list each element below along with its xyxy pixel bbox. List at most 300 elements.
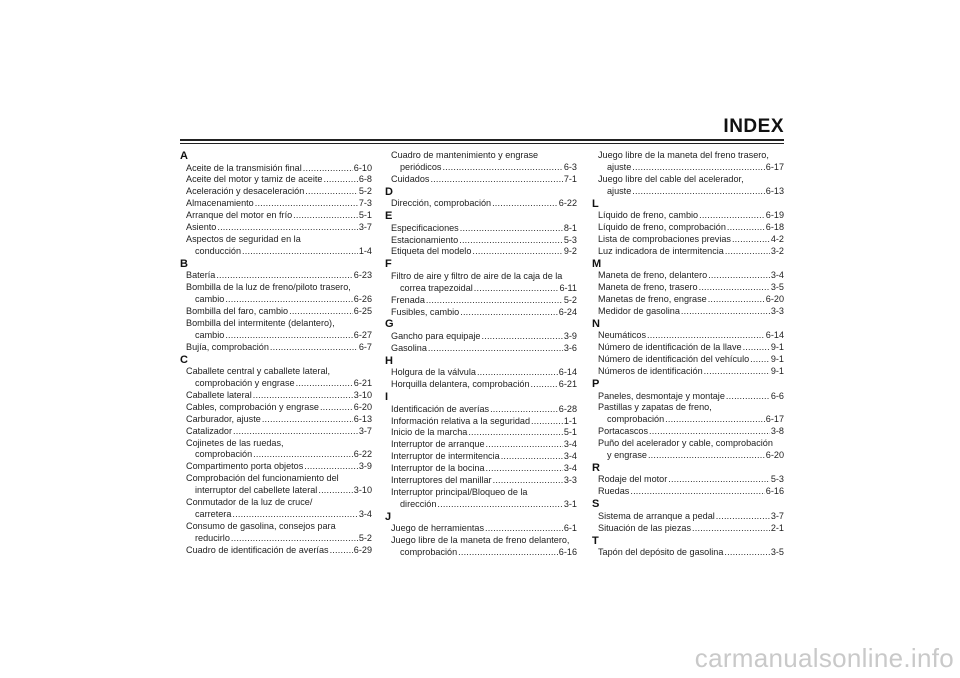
dot-leader — [649, 426, 770, 438]
index-entry[interactable] — [592, 474, 784, 486]
index-page-number: 1-1 — [563, 415, 577, 426]
index-entry[interactable] — [385, 367, 577, 379]
dot-leader — [501, 451, 563, 463]
index-entry-text: Filtro de aire y filtro de aire de la caja de la — [391, 270, 563, 281]
dot-leader — [486, 463, 563, 475]
dot-leader — [474, 283, 559, 295]
dot-leader — [648, 450, 765, 462]
index-entry-text: cambio — [195, 294, 225, 305]
index-page-number: 6-21 — [558, 379, 577, 390]
index-entry[interactable] — [592, 294, 784, 306]
index-entry[interactable] — [592, 391, 784, 403]
index-entry-text: Gancho para equipaje — [391, 330, 481, 341]
index-entry-text: conducción — [195, 245, 242, 256]
index-entry[interactable] — [592, 426, 784, 438]
index-entry[interactable] — [385, 475, 577, 487]
index-entry-text: Fusibles, cambio — [391, 306, 460, 317]
dot-leader — [437, 499, 562, 511]
index-entry-text: Neumáticos — [598, 330, 647, 341]
dot-leader — [716, 511, 770, 523]
index-entry[interactable] — [385, 223, 577, 235]
index-entry[interactable] — [385, 404, 577, 416]
dot-leader — [318, 485, 352, 497]
index-entry-text: Cuadro de mantenimiento y engrase — [391, 150, 539, 160]
dot-leader — [531, 379, 558, 391]
index-entry-text: Lista de comprobaciones previas — [598, 233, 731, 244]
index-page-number: 3-9 — [563, 330, 577, 341]
index-entry-text: Interruptores del manillar — [391, 475, 492, 486]
index-entry[interactable] — [385, 246, 577, 258]
index-entry-text: Interruptor de intermitencia — [391, 451, 500, 462]
index-page-number: 6-3 — [563, 161, 577, 172]
index-entry-text: Bombilla del intermitente (delantero), — [186, 317, 335, 328]
index-entry[interactable] — [592, 402, 784, 426]
dot-leader — [692, 523, 770, 535]
dot-leader — [320, 402, 353, 414]
dot-leader — [303, 163, 353, 175]
index-page-number: 6-7 — [358, 341, 372, 352]
index-page-number: 6-8 — [358, 174, 372, 185]
dot-leader — [708, 294, 765, 306]
watermark: carmanualsonline.info — [694, 643, 954, 673]
dot-leader — [231, 533, 358, 545]
dot-leader — [459, 235, 563, 247]
index-page-number: 6-25 — [353, 305, 372, 316]
index-entry-text: interruptor del cabellete lateral — [195, 485, 318, 496]
index-letter: G — [385, 318, 394, 331]
dot-leader — [726, 391, 770, 403]
dot-leader — [647, 330, 765, 342]
index-page-number: 7-1 — [563, 173, 577, 184]
index-entry-text: reducirlo — [195, 532, 230, 543]
index-entry-text: Portacascos — [598, 426, 649, 437]
index-entry[interactable] — [180, 473, 372, 497]
dot-leader — [699, 210, 765, 222]
dot-leader — [665, 414, 765, 426]
index-entry[interactable] — [385, 271, 577, 295]
index-page-number: 3-1 — [563, 498, 577, 509]
index-letter: D — [385, 185, 393, 198]
index-entry-text: Información relativa a la seguridad — [391, 415, 531, 426]
index-entry[interactable] — [180, 497, 372, 521]
dot-leader — [242, 246, 358, 258]
page-title: INDEX — [723, 116, 784, 137]
index-entry-text: Aspectos de seguridad en la — [186, 233, 301, 244]
index-entry[interactable] — [180, 270, 372, 282]
index-entry-text: Rodaje del motor — [598, 474, 668, 485]
index-page-number: 6-20 — [765, 294, 784, 305]
index-entry-text: Puño del acelerador y cable, comprobación — [598, 438, 773, 449]
index-entry-text: Inicio de la marcha — [391, 427, 468, 438]
index-page-number: 5-2 — [358, 186, 372, 197]
index-page-number: 5-2 — [563, 294, 577, 305]
index-entry[interactable] — [180, 234, 372, 258]
index-entry-text: Interruptor principal/Bloqueo de la — [391, 486, 528, 497]
index-entry-text: Interruptor de la bocina — [391, 463, 485, 474]
index-page-number: 6-27 — [353, 329, 372, 340]
index-page-number: 6-16 — [558, 547, 577, 558]
index-entry-text: Arranque del motor en frío — [186, 210, 293, 221]
index-page-number: 6-6 — [770, 390, 784, 401]
dot-leader — [225, 330, 352, 342]
dot-leader — [750, 354, 770, 366]
index-page-number: 6-20 — [765, 450, 784, 461]
index-entry-text: Número de identificación del vehículo — [598, 354, 750, 365]
index-entry[interactable] — [180, 342, 372, 354]
index-column-1 — [180, 150, 372, 557]
index-entry[interactable] — [592, 354, 784, 366]
index-entry-text: Aceite de la transmisión final — [186, 162, 302, 173]
index-entry[interactable] — [385, 416, 577, 428]
index-entry-text: Situación de las piezas — [598, 522, 692, 533]
index-entry-text: Almacenamiento — [186, 198, 254, 209]
dot-leader — [460, 223, 563, 235]
dot-leader — [668, 474, 770, 486]
title-rule — [180, 139, 784, 141]
index-entry-text: Interruptor de arranque — [391, 439, 485, 450]
index-page-number: 6-1 — [563, 523, 577, 534]
index-entry[interactable] — [180, 366, 372, 390]
index-page-number: 1-4 — [358, 245, 372, 256]
dot-leader — [493, 475, 563, 487]
index-entry-text: Carburador, ajuste — [186, 413, 261, 424]
index-page-number: 2-1 — [770, 522, 784, 533]
index-page-number: 3-7 — [358, 222, 372, 233]
index-entry[interactable] — [385, 379, 577, 391]
dot-leader — [468, 427, 563, 439]
index-entry[interactable] — [385, 451, 577, 463]
dot-leader — [704, 366, 770, 378]
index-entry-text: carretera — [195, 508, 232, 519]
index-page-number: 3-3 — [563, 475, 577, 486]
index-page-number: 6-26 — [353, 294, 372, 305]
index-entry[interactable] — [592, 486, 784, 498]
index-column-2 — [385, 150, 577, 559]
index-entry[interactable] — [180, 414, 372, 426]
index-entry-text: Asiento — [186, 222, 217, 233]
index-entry[interactable] — [180, 461, 372, 473]
index-page-number: 3-2 — [770, 245, 784, 256]
index-entry[interactable] — [180, 318, 372, 342]
dot-leader — [485, 523, 563, 535]
index-entry[interactable] — [592, 234, 784, 246]
index-entry-text: Dirección, comprobación — [391, 198, 492, 209]
index-entry[interactable] — [385, 427, 577, 439]
index-entry[interactable] — [592, 306, 784, 318]
dot-leader — [492, 198, 558, 210]
index-entry[interactable] — [592, 330, 784, 342]
dot-leader — [304, 461, 358, 473]
dot-leader — [472, 246, 562, 258]
index-entry[interactable] — [592, 222, 784, 234]
index-entry-text: comprobación — [195, 449, 253, 460]
index-entry-text: Líquido de freno, cambio — [598, 210, 699, 221]
index-entry-text: Pastillas y zapatas de freno, — [598, 402, 712, 413]
index-letter: I — [385, 391, 389, 404]
index-entry[interactable] — [592, 246, 784, 258]
index-page-number: 4-2 — [770, 233, 784, 244]
dot-leader — [632, 186, 765, 198]
index-letter: A — [180, 150, 188, 162]
title-rule-thin — [180, 143, 784, 144]
index-entry-text: Medidor de gasolina — [598, 305, 680, 316]
index-entry-text: Sistema de arranque a pedal — [598, 510, 715, 521]
dot-leader — [486, 439, 563, 451]
dot-leader — [630, 486, 764, 498]
index-page-number: 6-13 — [765, 185, 784, 196]
index-entry[interactable] — [180, 545, 372, 557]
index-entry-text: cambio — [195, 329, 225, 340]
index-entry-text: Luz indicadora de intermitencia — [598, 245, 724, 256]
index-page-number: 3-4 — [770, 270, 784, 281]
dot-leader — [323, 174, 357, 186]
dot-leader — [330, 545, 353, 557]
dot-leader — [233, 426, 358, 438]
index-page-number: 3-6 — [563, 342, 577, 353]
index-page-number: 3-10 — [353, 485, 372, 496]
index-page-number: 3-4 — [563, 439, 577, 450]
index-letter: T — [592, 534, 599, 547]
dot-leader — [725, 246, 770, 258]
index-entry[interactable] — [180, 282, 372, 306]
index-page-number: 6-17 — [765, 161, 784, 172]
dot-leader — [632, 162, 765, 174]
index-entry[interactable] — [180, 521, 372, 545]
index-entry[interactable] — [592, 150, 784, 174]
index-page-number: 6-19 — [765, 210, 784, 221]
index-entry[interactable] — [180, 390, 372, 402]
index-entry-text: Compartimento porta objetos — [186, 461, 304, 472]
index-entry[interactable] — [180, 438, 372, 462]
index-entry-text: ajuste — [607, 185, 632, 196]
dot-leader — [727, 222, 765, 234]
index-entry-text: Especificaciones — [391, 222, 459, 233]
index-letter: R — [592, 461, 600, 474]
index-entry-text: correa trapezoidal — [400, 282, 473, 293]
index-entry[interactable] — [592, 270, 784, 282]
index-page-number: 9-1 — [770, 342, 784, 353]
index-page-number: 3-5 — [770, 282, 784, 293]
index-entry[interactable] — [385, 198, 577, 210]
index-entry-text: Conmutador de la luz de cruce/ — [186, 497, 313, 508]
index-page-number: 3-4 — [358, 508, 372, 519]
index-letter: C — [180, 353, 188, 366]
index-page-number: 9-1 — [770, 366, 784, 377]
index-page-number: 5-3 — [770, 474, 784, 485]
index-entry[interactable] — [385, 331, 577, 343]
dot-leader — [253, 390, 353, 402]
index-letter: L — [592, 197, 599, 210]
index-entry-text: Aceite del motor y tamiz de aceite — [186, 174, 323, 185]
index-page-number: 6-14 — [558, 367, 577, 378]
dot-leader — [477, 367, 558, 379]
dot-leader — [732, 234, 770, 246]
index-page-number: 3-5 — [770, 547, 784, 558]
index-page-number: 3-7 — [358, 425, 372, 436]
index-letter: J — [385, 510, 392, 523]
index-entry[interactable] — [385, 523, 577, 535]
index-entry[interactable] — [180, 186, 372, 198]
index-entry[interactable] — [180, 402, 372, 414]
dot-leader — [442, 162, 562, 174]
index-entry[interactable] — [385, 174, 577, 186]
dot-leader — [225, 294, 352, 306]
dot-leader — [460, 307, 558, 319]
index-entry-text: Número de identificación de la llave — [598, 342, 742, 353]
index-page-number: 6-22 — [558, 198, 577, 209]
index-page-number: 5-2 — [358, 532, 372, 543]
index-entry-text: Batería — [186, 270, 216, 281]
index-page-number: 6-23 — [353, 270, 372, 281]
index-page-number: 3-4 — [563, 463, 577, 474]
index-page-number: 6-10 — [353, 162, 372, 173]
index-entry[interactable] — [385, 150, 577, 174]
index-entry[interactable] — [592, 210, 784, 222]
index-entry-text: comprobación y engrase — [195, 378, 295, 388]
index-entry-text: Maneta de freno, delantero — [598, 270, 708, 281]
index-entry[interactable] — [180, 210, 372, 222]
index-entry-text: Bujía, comprobación — [186, 341, 269, 352]
index-entry-text: Juego libre de la maneta de freno delantero, — [391, 535, 570, 546]
index-entry-text: comprobación — [607, 414, 665, 425]
index-page-number: 6-24 — [558, 306, 577, 317]
dot-leader — [428, 343, 563, 355]
index-letter: P — [592, 378, 600, 390]
index-entry-text: Maneta de freno, trasero — [598, 282, 698, 293]
index-entry[interactable] — [592, 547, 784, 559]
index-entry[interactable] — [180, 306, 372, 318]
index-entry-text: Comprobación del funcionamiento del — [186, 473, 339, 484]
index-entry-text: Tapón del depósito de gasolina — [598, 547, 724, 558]
index-entry[interactable] — [385, 307, 577, 319]
index-entry[interactable] — [592, 438, 784, 462]
index-entry[interactable] — [180, 426, 372, 438]
dot-leader — [217, 222, 358, 234]
index-letter: H — [385, 354, 393, 367]
index-entry-text: Bombilla del faro, cambio — [186, 305, 289, 316]
index-page-number: 7-3 — [358, 198, 372, 209]
dot-leader — [426, 295, 563, 307]
index-column-3 — [592, 150, 784, 559]
index-page-number: 9-1 — [770, 354, 784, 365]
index-letter: S — [592, 498, 600, 511]
index-entry-text: Aceleración y desaceleración — [186, 186, 305, 197]
index-page-number: 5-3 — [563, 234, 577, 245]
dot-leader — [458, 547, 558, 559]
dot-leader — [430, 174, 562, 186]
index-entry-text: Cuidados — [391, 173, 430, 184]
index-entry-text: Juego libre del cable del acelerador, — [598, 173, 744, 184]
index-entry-text: Juego libre de la maneta del freno trasero, — [598, 150, 769, 160]
index-page-number: 3-8 — [770, 426, 784, 437]
index-entry[interactable] — [180, 174, 372, 186]
dot-leader — [743, 342, 770, 354]
index-page-number: 3-9 — [358, 461, 372, 472]
index-entry-text: Gasolina — [391, 342, 427, 353]
index-entry-text: Estacionamiento — [391, 234, 459, 245]
index-page-number: 6-14 — [765, 330, 784, 341]
dot-leader — [253, 449, 353, 461]
index-entry[interactable] — [592, 511, 784, 523]
index-entry-text: Paneles, desmontaje y montaje — [598, 390, 725, 401]
index-entry[interactable] — [385, 439, 577, 451]
index-entry-text: comprobación — [400, 547, 458, 558]
index-entry-text: Juego de herramientas — [391, 523, 485, 534]
index-entry-text: Líquido de freno, comprobación — [598, 222, 726, 233]
index-entry-text: periódicos — [400, 161, 442, 172]
index-entry[interactable] — [385, 235, 577, 247]
index-entry[interactable] — [592, 282, 784, 294]
index-page-number: 6-16 — [765, 486, 784, 497]
index-page-number: 8-1 — [563, 222, 577, 233]
index-entry-text: Caballete lateral — [186, 389, 252, 400]
dot-leader — [681, 306, 770, 318]
index-page-number: 5-1 — [563, 427, 577, 438]
index-page-number: 9-2 — [563, 246, 577, 257]
index-entry-text: Números de identificación — [598, 366, 703, 377]
index-letter: B — [180, 257, 188, 270]
index-page-number: 6-17 — [765, 414, 784, 425]
index-entry-text: Caballete central y caballete lateral, — [186, 366, 331, 377]
index-entry[interactable] — [385, 295, 577, 307]
dot-leader — [531, 416, 563, 428]
index-letter: M — [592, 257, 602, 270]
index-entry-text: Holgura de la válvula — [391, 367, 476, 378]
dot-leader — [482, 331, 563, 343]
dot-leader — [724, 547, 769, 559]
dot-leader — [293, 210, 358, 222]
index-entry-text: Horquilla delantera, comprobación — [391, 379, 530, 390]
index-entry[interactable] — [592, 366, 784, 378]
index-entry-text: Cuadro de identificación de averías — [186, 544, 329, 555]
index-entry-text: Catalizador — [186, 425, 232, 436]
index-page-number: 6-20 — [353, 401, 372, 412]
index-page-number: 6-21 — [353, 378, 372, 388]
index-entry[interactable] — [592, 174, 784, 198]
index-entry[interactable] — [385, 487, 577, 511]
index-page-number: 6-22 — [353, 449, 372, 460]
index-entry[interactable] — [180, 198, 372, 210]
index-letter: N — [592, 317, 600, 330]
dot-leader — [232, 509, 357, 521]
index-letter: E — [385, 210, 393, 223]
index-entry-text: Manetas de freno, engrase — [598, 294, 707, 305]
dot-leader — [490, 404, 558, 416]
index-page-number: 6-18 — [765, 222, 784, 233]
index-entry[interactable] — [385, 535, 577, 559]
index-entry-text: Frenada — [391, 294, 425, 305]
index-entry-text: ajuste — [607, 161, 632, 172]
index-entry[interactable] — [385, 463, 577, 475]
index-entry[interactable] — [180, 163, 372, 175]
dot-leader — [289, 306, 353, 318]
index-page-number: 6-11 — [559, 282, 577, 293]
index-entry[interactable] — [180, 222, 372, 234]
index-entry[interactable] — [592, 523, 784, 535]
index-entry[interactable] — [385, 343, 577, 355]
dot-leader — [305, 186, 358, 198]
index-page-number: 3-7 — [770, 510, 784, 521]
index-entry-text: Ruedas — [598, 486, 630, 497]
index-page-number: 3-10 — [353, 389, 372, 400]
dot-leader — [262, 414, 353, 426]
index-page-number: 3-3 — [770, 305, 784, 316]
index-letter: F — [385, 258, 392, 271]
index-entry[interactable] — [592, 342, 784, 354]
index-page-number: 3-4 — [563, 451, 577, 462]
dot-leader — [270, 342, 358, 354]
dot-leader — [708, 270, 770, 282]
